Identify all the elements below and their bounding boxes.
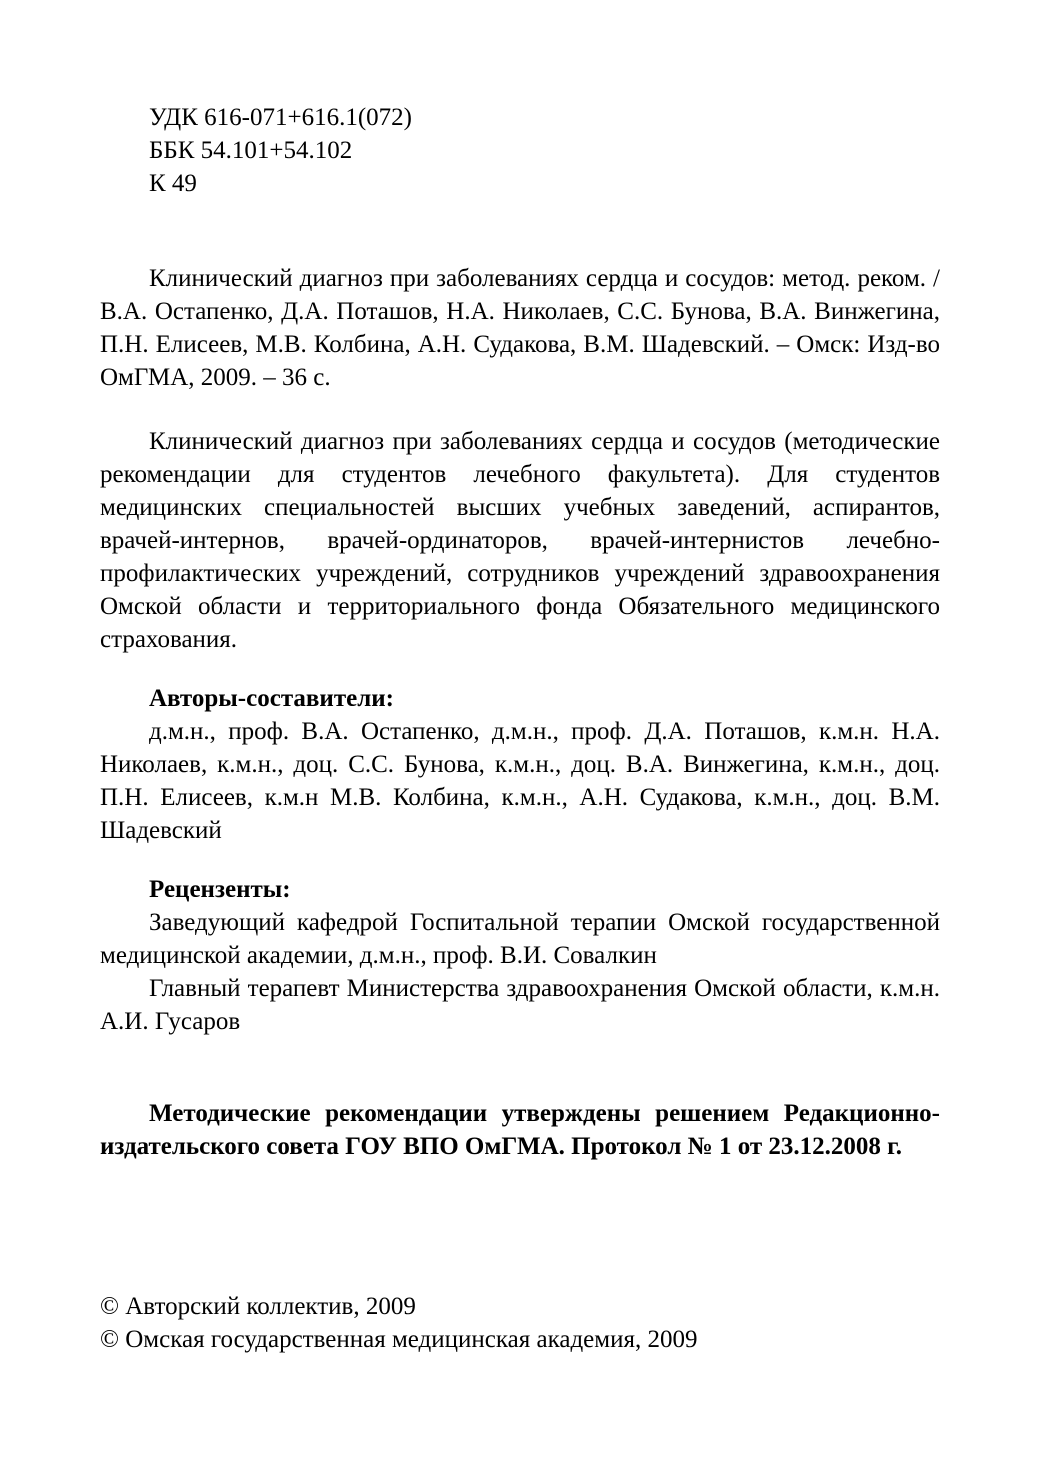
annotation-block: [100, 425, 940, 656]
author-mark: К 49: [149, 170, 197, 197]
copyright-line: © Омская государственная медицинская академия, 2009: [100, 1326, 698, 1353]
reviewer-item: Главный терапевт Министерства здравоохранения Омской области, к.м.н. А.И. Гусаров: [100, 975, 940, 1035]
classification-codes: [149, 101, 412, 200]
citation-block: [100, 262, 940, 394]
annotation-text: Клинический диагноз при заболеваниях сердца и сосудов (методические рекомендации для студентов лечебного факультета). Для студентов медицинских специальностей высших учебных заведений, аспирантов, врачей-интернов, врачей-ординаторов, врачей-интернистов лечебно-профилактических учреждений, сотрудников учреждений здравоохранения Омской области и территориального фонда Обязательного медицинского страхования.: [100, 428, 940, 653]
copyright-block: [100, 1290, 697, 1356]
citation-text: Клинический диагноз при заболеваниях сердца и сосудов: метод. реком. / В.А. Остапенко, Д.А. Поташов, Н.А. Николаев, С.С. Бунова, В.А. Винжегина, П.Н. Елисеев, М.В. Колбина, А.Н. Судакова, В.М. Шадевский. – Омск: Изд-во ОмГМА, 2009. – 36 с.: [100, 265, 940, 391]
bbk-code: ББК 54.101+54.102: [149, 137, 353, 164]
udk-code: УДК 616-071+616.1(072): [149, 104, 412, 131]
authors-block: [100, 682, 940, 847]
approval-text: Методические рекомендации утверждены решением Редакционно-издательского совета ГОУ ВПО ОмГМА. Протокол № 1 от 23.12.2008 г.: [100, 1100, 940, 1160]
reviewer-item: Заведующий кафедрой Госпитальной терапии Омской государственной медицинской академии, д.м.н., проф. В.И. Совалкин: [100, 909, 940, 969]
reviewers-block: [100, 873, 940, 1038]
authors-text: д.м.н., проф. В.А. Остапенко, д.м.н., проф. Д.А. Поташов, к.м.н. Н.А. Николаев, к.м.н., доц. С.С. Бунова, к.м.н., доц. В.А. Винжегина, к.м.н., доц. П.Н. Елисеев, к.м.н М.В. Колбина, к.м.н., А.Н. Судакова, к.м.н., доц. В.М. Шадевский: [100, 718, 940, 844]
reviewers-heading: Рецензенты:: [149, 876, 291, 903]
authors-heading: Авторы-составители:: [149, 685, 394, 712]
approval-block: [100, 1097, 940, 1163]
copyright-line: © Авторский коллектив, 2009: [100, 1293, 416, 1320]
